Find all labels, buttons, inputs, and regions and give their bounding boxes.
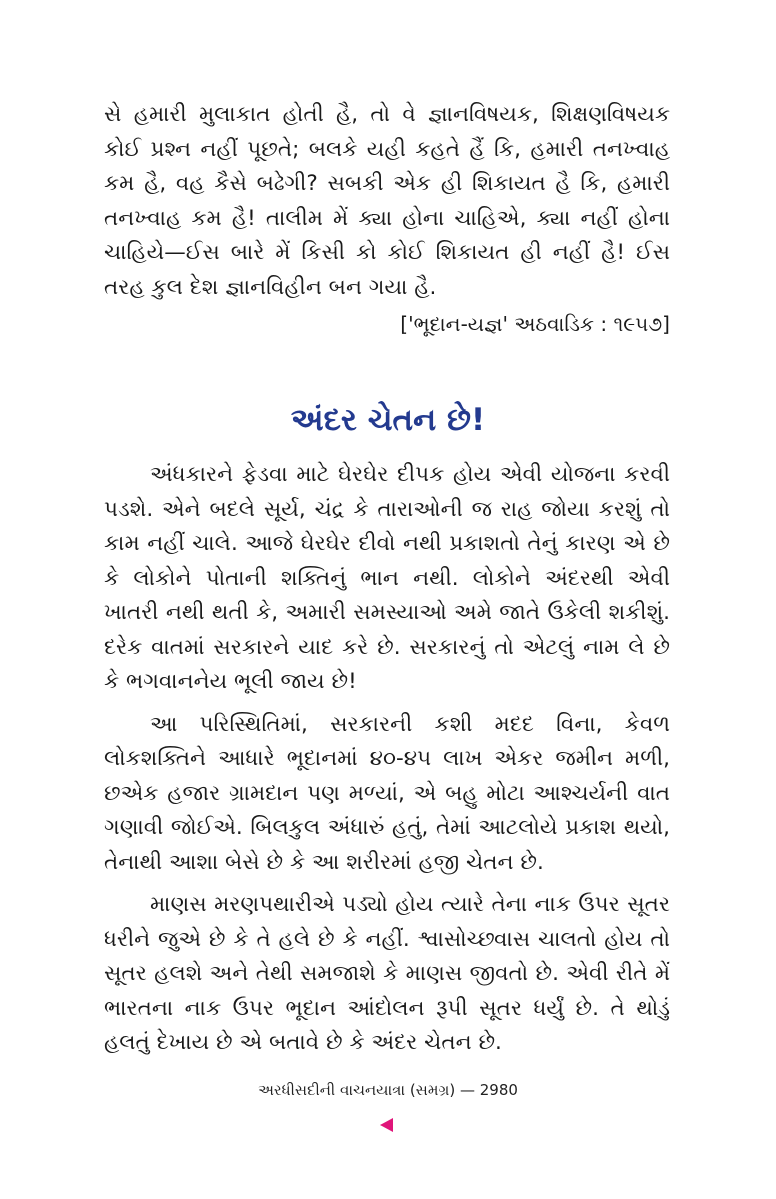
intro-paragraph: સે હમારી મુલાકાત હોતી હૈ, તો વે જ્ઞાનવિષયક, શિક્ષણવિષયક કોઈ પ્રશ્ન નહીં પૂછતે; બલકે યહી કહતે હૈં કિ, હમારી તનખ્વાહ કમ હૈ, વહ કૈસે બઢેગી? સબકી એક હી શિકાયત હૈ કિ, હમારી તનખ્વાહ કમ હૈ! તાલીમ મેં ક્યા હોના ચાહિએ, ક્યા નહીં હોના ચાહિયે—ઈસ બારે મેં કિસી કો કોઈ શિકાયત હી નહીં હૈ! ઈસ તરહ કુલ દેશ જ્ઞાનવિહીન બન ગયા હૈ. bbox=[104, 102, 670, 300]
body-paragraph-3: માણસ મરણપથારીએ પડ્યો હોય ત્યારે તેના નાક ઉપર સૂતર ધરીને જુએ છે કે તે હલે છે કે નહીં. શ્વાસોચ્છ્વાસ ચાલતો હોય તો સૂતર હલશે અને તેથી સમજાશે કે માણસ જીવતો છે. એવી રીતે મેં ભારતના નાક ઉપર ભૂદાન આંદોલન રૂપી સૂતર ધર્યું છે. તે થોડું હલતું દેખાય છે એ બતાવે છે કે અંદર ચેતન છે. bbox=[104, 892, 670, 1055]
body-section bbox=[104, 458, 670, 1061]
body-paragraph-2: આ પરિસ્થિતિમાં, સરકારની કશી મદદ વિના, કેવળ લોકશક્તિને આધારે ભૂદાનમાં ૪૦-૪૫ લાખ એકર જમીન મળી, છએક હજાર ગ્રામદાન પણ મળ્યાં, એ બહુ મોટા આશ્ચર્યની વાત ગણાવી જોઈએ. બિલકુલ અંધારું હતું, તેમાં આટલોયે પ્રકાશ થયો, તેનાથી આશા બેસે છે કે આ શરીરમાં હજી ચેતન છે. bbox=[104, 711, 670, 875]
page-footer: અરધીસદીની વાચનયાત્રા (સમગ્ર) — 2980 bbox=[258, 1081, 518, 1099]
source-citation: ['ભૂદાન-યજ્ઞ' અઠવાડિક : ૧૯૫૭] bbox=[400, 312, 670, 336]
intro-section bbox=[104, 98, 670, 305]
triangle-left-icon[interactable] bbox=[380, 1118, 393, 1132]
body-paragraph-1: અંધકારને ફેડવા માટે ઘેરઘેર દીપક હોય એવી યોજના કરવી પડશે. એને બદલે સૂર્ય, ચંદ્ર કે તારાઓની જ રાહ જોયા કરશું તો કામ નહીં ચાલે. આજે ઘેરઘેર દીવો નથી પ્રકાશતો તેનું કારણ એ છે કે લોકોને પોતાની શક્તિનું ભાન નથી. લોકોને અંદરથી એવી ખાતરી નથી થતી કે, અમારી સમસ્યાઓ અમે જાતે ઉકેલી શકીશું. દરેક વાતમાં સરકારને યાદ કરે છે. સરકારનું તો એટલું નામ લે છે કે ભગવાનનેય ભૂલી જાય છે! bbox=[104, 462, 670, 694]
section-heading: અંદર ચેતન છે! bbox=[290, 402, 486, 438]
